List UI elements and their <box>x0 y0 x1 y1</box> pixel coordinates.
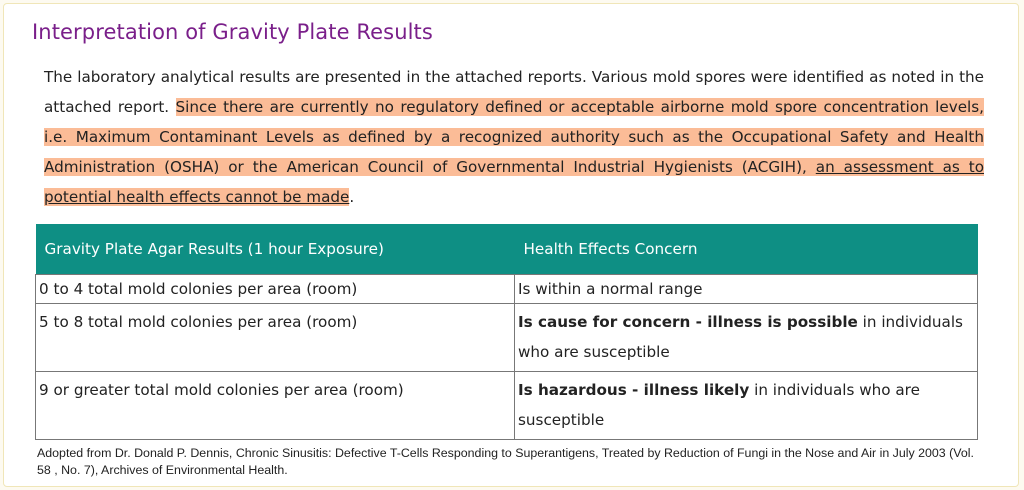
page-title: Interpretation of Gravity Plate Results <box>32 20 433 44</box>
concern-cell <box>515 275 978 304</box>
result-cell: 5 to 8 total mold colonies per area (room) <box>36 304 515 372</box>
table-row <box>36 304 978 372</box>
concern-bold: Is hazardous - illness likely <box>518 381 750 399</box>
concern-text: in individuals who are susceptible <box>518 313 963 361</box>
header-health-effects: Health Effects Concern <box>515 224 978 275</box>
table-row <box>36 275 978 304</box>
concern-cell <box>515 372 978 440</box>
intro-paragraph <box>44 62 984 212</box>
highlighted-text <box>44 98 984 206</box>
underlined-conclusion: an assessment as to potential health effects cannot be made <box>44 158 984 206</box>
highlighted-statement: Since there are currently no regulatory defined or acceptable airborne mold spore concentration levels, i.e. Maximum Contaminant Levels as defined by a recognized authority such as the Occupational Safety and Health Administration (OSHA) or the American Council of Governmental Industrial Hygienists (ACGIH), <box>44 98 984 176</box>
concern-text: Is within a normal range <box>518 280 703 298</box>
table-row <box>36 372 978 440</box>
paragraph-end: . <box>349 188 355 206</box>
paragraph-intro-text: The laboratory analytical results are presented in the attached reports. Various mold spores were identified as noted in the attached report. <box>44 68 984 116</box>
result-cell: 9 or greater total mold colonies per area (room) <box>36 372 515 440</box>
document-card <box>3 3 1019 487</box>
results-table <box>35 224 978 440</box>
concern-text: in individuals who are susceptible <box>518 381 920 429</box>
citation: Adopted from Dr. Donald P. Dennis, Chronic Sinusitis: Defective T-Cells Responding to Superantigens, Treated by Reduction of Fungi in the Nose and Air in July 2003 (Vol. 58 , No. 7), Archives of Environmental Health. <box>37 446 974 477</box>
header-gravity-plate-results: Gravity Plate Agar Results (1 hour Exposure) <box>36 224 515 275</box>
concern-bold: Is cause for concern - illness is possible <box>518 313 858 331</box>
concern-cell <box>515 304 978 372</box>
table-header-row <box>36 224 978 275</box>
result-cell: 0 to 4 total mold colonies per area (room) <box>36 275 515 304</box>
